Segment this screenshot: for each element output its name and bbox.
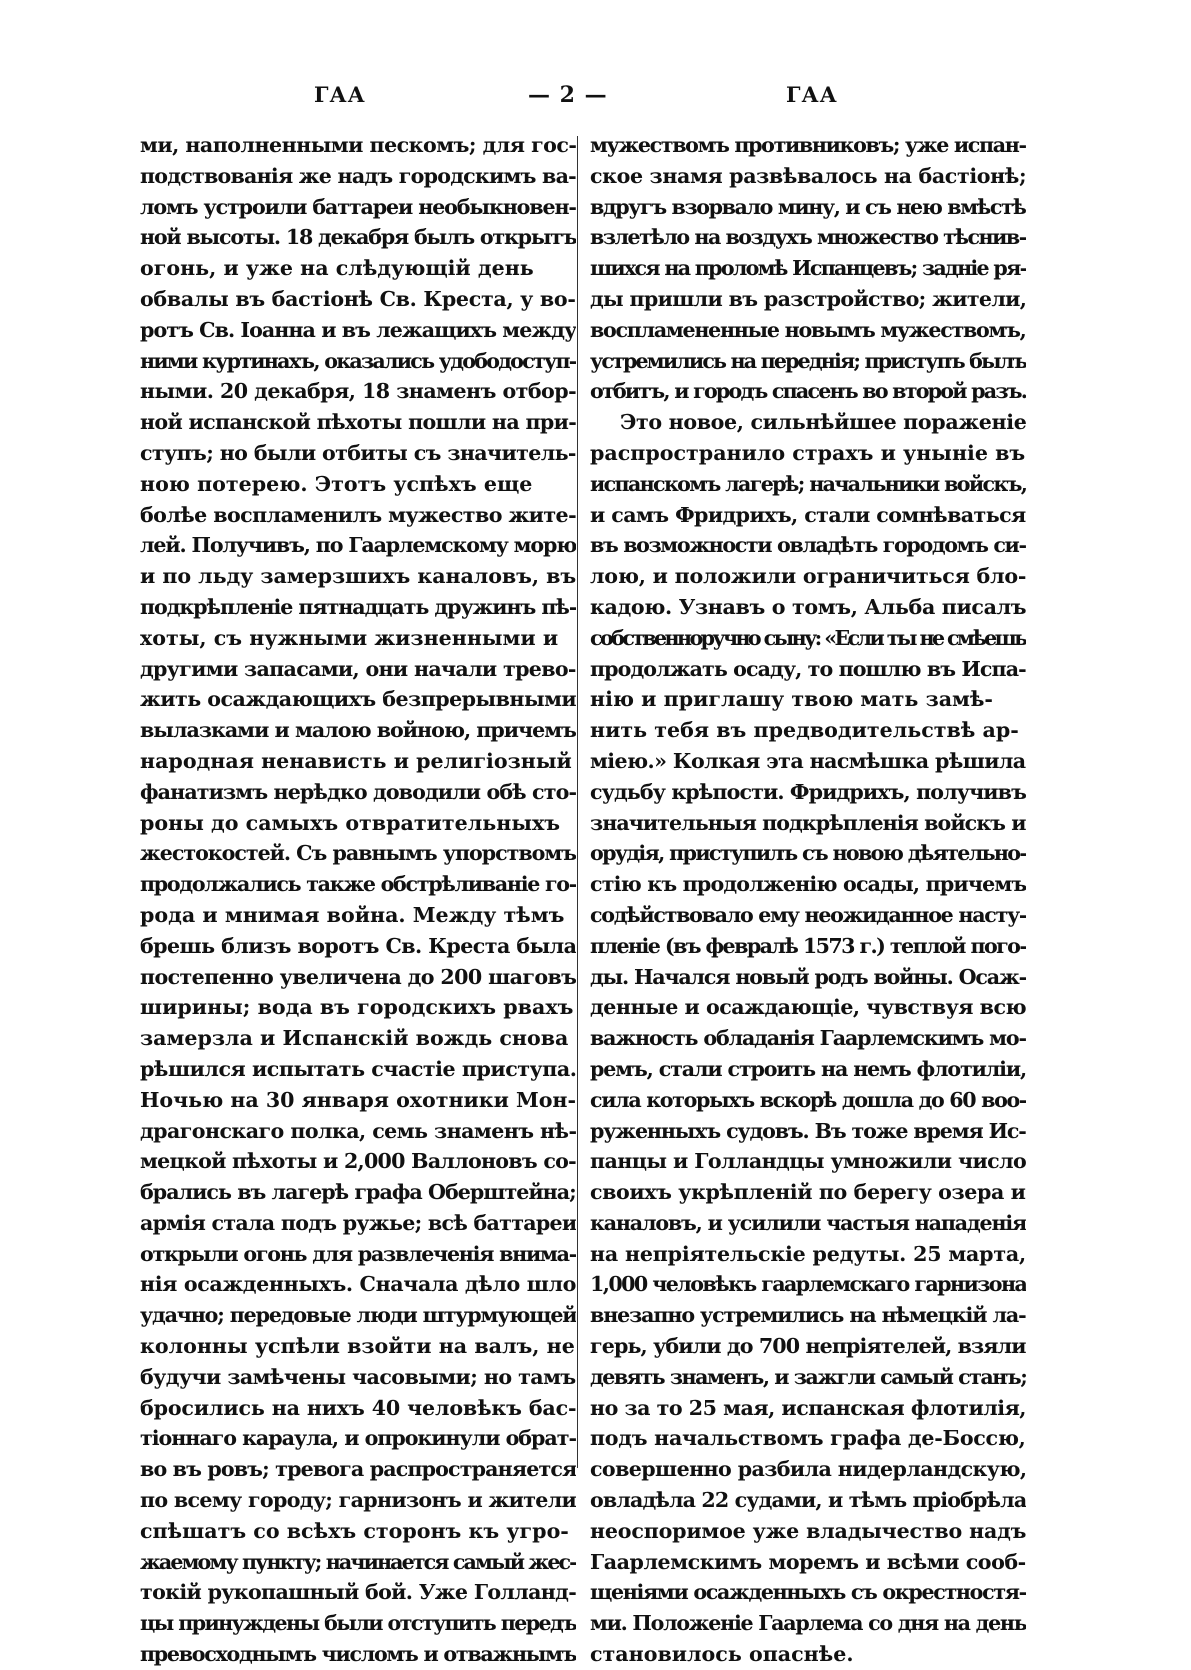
text-line: неоспоримое уже владычество надъ (590, 1518, 1026, 1543)
text-line: вылазками и малою войною, причемъ (140, 718, 576, 743)
text-line: открыли огонь для развлеченія внима- (140, 1241, 576, 1266)
page-number: — 2 — (528, 82, 608, 108)
text-line: кадою. Узнавъ о томъ, Альба писалъ (590, 594, 1026, 619)
text-line: будучи замѣчены часовыми; но тамъ (140, 1364, 576, 1389)
text-line: нить тебя въ предводительствѣ ар- (590, 718, 1019, 743)
column-divider (577, 136, 578, 1468)
text-line: ними куртинахъ, оказались удободоступ- (140, 348, 576, 373)
text-line: рода и мнимая война. Между тѣмъ (140, 902, 565, 927)
text-line: хоты, съ нужными жизненными и (140, 625, 559, 650)
text-line: жестокостей. Съ равнымъ упорствомъ (140, 841, 576, 866)
text-line: щеніями осажденныхъ съ окрестностя- (590, 1580, 1026, 1605)
text-line: денные и осаждающіе, чувствуя всю (590, 995, 1026, 1020)
text-line: роны до самыхъ отвратительныхъ (140, 810, 561, 835)
text-line: важность обладанія Гаарлемскимъ мо- (590, 1026, 1026, 1051)
text-line: сила которыхъ вскорѣ дошла до 60 воо- (590, 1087, 1026, 1112)
text-line: подкрѣпленіе пятнадцать дружинъ пѣ- (140, 594, 576, 619)
text-line: судьбу крѣпости. Фридрихъ, получивъ (590, 779, 1026, 804)
text-line: своихъ укрѣпленій по берегу озера и (590, 1180, 1026, 1205)
text-line: народная ненависть и религіозный (140, 748, 572, 773)
text-line: на непріятельскіе редуты. 25 марта, (590, 1241, 1026, 1266)
text-line: девять знаменъ, и зажгли самый станъ; (590, 1364, 1026, 1389)
text-line: лою, и положили ограничиться бло- (590, 564, 1026, 589)
text-line: значительныя подкрѣпленія войскъ и (590, 810, 1026, 835)
text-line: жаемому пункту; начинается самый жес- (140, 1549, 576, 1574)
text-line: цы принуждены были отступить передъ (140, 1611, 576, 1636)
text-line: но за то 25 мая, испанская флотилія, (590, 1395, 1026, 1420)
text-line: спѣшатъ со всѣхъ сторонъ къ угро- (140, 1518, 569, 1543)
text-line: ды пришли въ разстройство; жители, (590, 286, 1026, 311)
text-line: 1,000 человѣкъ гаарлемскаго гарнизона (590, 1272, 1026, 1297)
text-line: руженныхъ судовъ. Въ тоже время Ис- (590, 1118, 1026, 1143)
text-line: совершенно разбила нидерландскую, (590, 1457, 1026, 1482)
text-line: нію и приглашу твою мать замѣ- (590, 687, 993, 712)
text-line: брались въ лагерѣ графа Оберштейна; (140, 1180, 576, 1205)
text-line: ми, наполненными пескомъ; для гос- (140, 133, 576, 157)
text-line: болѣе воспламенилъ мужество жите- (140, 502, 576, 527)
text-line: ремъ, стали строить на немъ флотиліи, (590, 1056, 1026, 1081)
text-line: ми. Положеніе Гаарлема со дня на день (590, 1611, 1026, 1636)
running-head-left: ГАА (314, 82, 366, 107)
text-line: стію къ продолженію осады, причемъ (590, 872, 1026, 897)
text-line: испанскомъ лагерѣ; начальники войскъ, (590, 471, 1026, 496)
text-line: вдругъ взорвало мину, и съ нею вмѣстѣ (590, 194, 1026, 219)
text-line: лей. Получивъ, по Гаарлемскому морю (140, 533, 576, 558)
text-line: герь, убили до 700 непріятелей, взяли (590, 1334, 1026, 1359)
left-text-column (140, 130, 576, 1670)
text-line: подъ начальствомъ графа де-Боссю, (590, 1426, 1026, 1451)
text-line: другими запасами, они начали трево- (140, 656, 576, 681)
text-line: драгонскаго полка, семь знаменъ нѣ- (140, 1118, 576, 1143)
text-line: армія стала подъ ружье; всѣ баттареи (140, 1210, 576, 1235)
text-line: панцы и Голландцы умножили число (590, 1149, 1026, 1174)
page-header (0, 82, 1191, 112)
text-line: мужествомъ противниковъ; уже испан- (590, 133, 1026, 157)
running-head-right: ГАА (786, 82, 838, 107)
text-line: овладѣла 22 судами, и тѣмъ пріобрѣла (590, 1488, 1026, 1513)
text-line: ными. 20 декабря, 18 знаменъ отбор- (140, 379, 576, 404)
text-line: шихся на проломѣ Испанцевъ; задніе ря- (590, 256, 1026, 281)
text-line: во въ ровъ; тревога распространяется (140, 1457, 576, 1482)
text-line: фанатизмъ нерѣдко доводили обѣ сто- (140, 779, 576, 804)
text-line: собственноручно сыну: «Если ты не смѣешь (590, 625, 1026, 650)
text-line: колонны успѣли взойти на валъ, не (140, 1334, 575, 1359)
text-line: ной высоты. 18 декабря былъ открытъ (140, 225, 576, 250)
text-line: мецкой пѣхоты и 2,000 Валлоновъ со- (140, 1149, 576, 1174)
text-line: токій рукопашный бой. Уже Голланд- (140, 1580, 576, 1605)
text-line: бросились на нихъ 40 человѣкъ бас- (140, 1395, 576, 1420)
text-line: продолжались также обстрѣливаніе го- (140, 872, 576, 897)
text-line: превосходнымъ числомъ и отважнымъ (140, 1642, 576, 1667)
text-line: ды. Начался новый родъ войны. Осаж- (590, 964, 1026, 989)
text-line: ступъ; но были отбиты съ значитель- (140, 440, 576, 465)
text-line: устремились на переднія; приступъ былъ (590, 348, 1026, 373)
text-line: ское знамя развѣвалось на бастіонѣ; (590, 163, 1026, 188)
text-line: и по льду замерзшихъ каналовъ, въ (140, 564, 576, 589)
text-line: обвалы въ бастіонѣ Св. Креста, у во- (140, 286, 576, 311)
text-line: постепенно увеличена до 200 шаговъ (140, 964, 576, 989)
text-line: ломъ устроили баттареи необыкновен- (140, 194, 576, 219)
text-line: продолжать осаду, то пошлю въ Испа- (590, 656, 1026, 681)
text-line: ной испанской пѣхоты пошли на при- (140, 410, 576, 435)
text-line: рѣшился испытать счастіе приступа. (140, 1056, 576, 1081)
text-line: огонь, и уже на слѣдующій день (140, 256, 534, 281)
text-line: орудія, приступилъ съ новою дѣятельно- (590, 841, 1026, 866)
text-line: воспламененные новымъ мужествомъ, (590, 317, 1026, 342)
text-line: ною потерею. Этотъ успѣхъ еще (140, 471, 533, 496)
text-line: содѣйствовало ему неожиданное насту- (590, 902, 1026, 927)
text-line: нія осажденныхъ. Сначала дѣло шло (140, 1272, 576, 1297)
text-line: внезапно устремились на нѣмецкій ла- (590, 1303, 1026, 1328)
text-line: въ возможности овладѣть городомъ си- (590, 533, 1026, 558)
text-line: тіоннаго караула, и опрокинули обрат- (140, 1426, 576, 1451)
text-line: ротъ Св. Іоанна и въ лежащихъ между (140, 317, 576, 342)
text-line: Это новое, сильнѣйшее пораженіе (620, 410, 1026, 435)
text-line: пленіе (въ февралѣ 1573 г.) теплой пого- (590, 933, 1026, 958)
text-line: ширины; вода въ городскихъ рвахъ (140, 995, 574, 1020)
text-line: отбитъ, и городъ спасенъ во второй разъ. (590, 379, 1026, 404)
text-line: и самъ Фридрихъ, стали сомнѣваться (590, 502, 1026, 527)
text-line: замерзла и Испанскій вождь снова (140, 1026, 569, 1051)
text-line: взлетѣло на воздухъ множество тѣснив- (590, 225, 1026, 250)
text-line: каналовъ, и усилили частыя нападенія (590, 1210, 1026, 1235)
text-line: становилось опаснѣе. (590, 1642, 854, 1667)
text-line: Ночью на 30 января охотники Мон- (140, 1087, 576, 1112)
text-line: міею.» Колкая эта насмѣшка рѣшила (590, 748, 1026, 773)
text-line: жить осаждающихъ безпрерывными (140, 687, 576, 712)
right-text-column (590, 130, 1026, 1670)
text-line: удачно; передовые люди штурмующей (140, 1303, 576, 1328)
text-line: распространило страхъ и уныніе въ (590, 440, 1026, 465)
text-line: брешь близъ воротъ Св. Креста была (140, 933, 576, 958)
text-line: по всему городу; гарнизонъ и жители (140, 1488, 576, 1513)
text-line: Гаарлемскимъ моремъ и всѣми сооб- (590, 1549, 1026, 1574)
text-line: подствованія же надъ городскимъ ва- (140, 163, 576, 188)
